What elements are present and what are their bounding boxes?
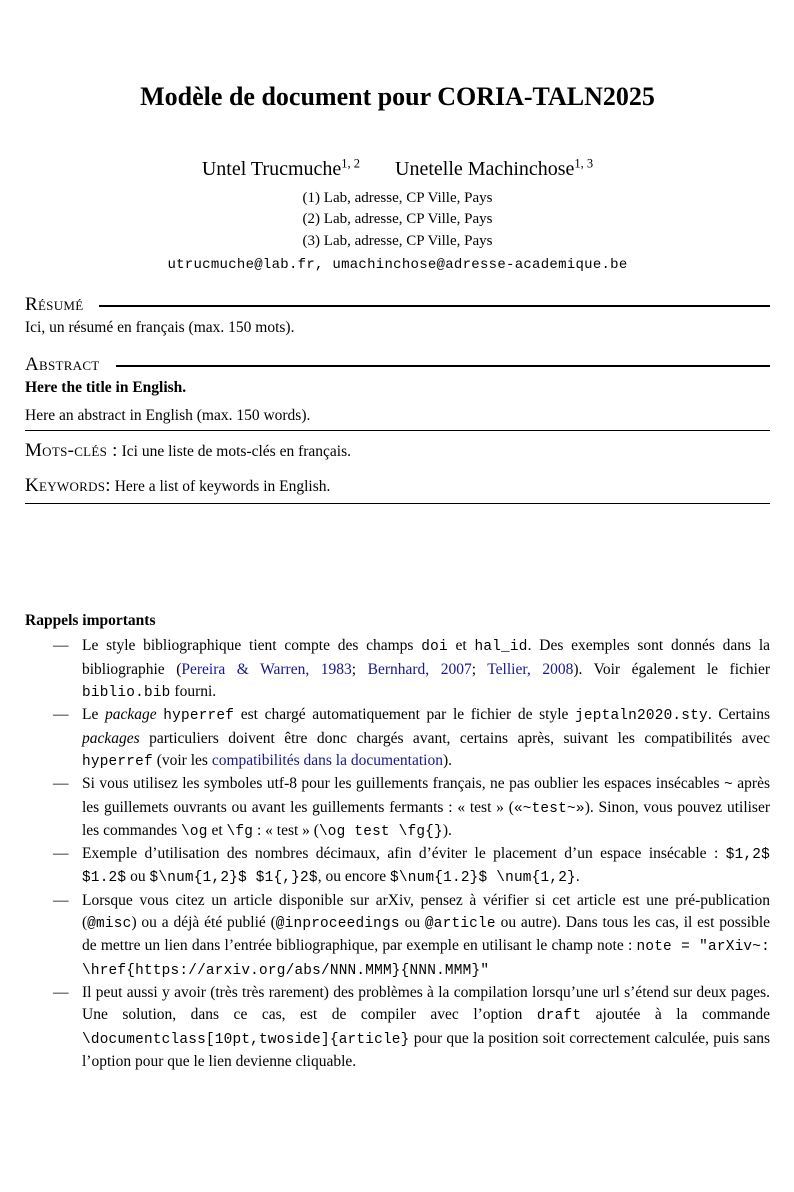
mots-cles-label: Mots-clés : (25, 440, 118, 462)
text-segment: ). (442, 751, 453, 769)
list-item-dash: — (53, 845, 69, 863)
resume-text: Ici, un résumé en français (max. 150 mots). (25, 319, 295, 337)
text-segment: (voir les (152, 751, 212, 769)
author-1-name: Untel Trucmuche (201, 157, 342, 180)
text-segment: : « test » ( (253, 821, 319, 839)
text-segment: après les guillemets ouvrants ou avant les guillements fermants : « test » ( (82, 775, 771, 816)
text-segment: . Certains (707, 706, 770, 724)
text-segment: draft (536, 1008, 582, 1025)
author-1 (202, 158, 360, 180)
text-segment: ) ou a déjà été publié ( (131, 914, 276, 932)
text-segment: , ou encore (317, 868, 391, 886)
text-segment: «~test~» (513, 800, 585, 817)
text-segment: . (575, 868, 580, 886)
list-item-dash: — (53, 706, 69, 724)
keywords-line (25, 474, 770, 499)
text-segment: ou (126, 868, 150, 886)
text-segment: ajoutée à la commande (581, 1006, 770, 1024)
abstract-label: Abstract (25, 354, 100, 376)
text-segment: hyperref (163, 708, 235, 725)
resume-section-header (25, 293, 770, 317)
affiliation-1: (1) Lab, adresse, CP Ville, Pays (302, 189, 493, 206)
keywords-text: Here a list of keywords in English. (114, 478, 331, 496)
author-emails: utrucmuche@lab.fr, umachinchose@adresse-academique.be (167, 257, 628, 274)
list-item-dash: — (53, 891, 69, 909)
text-segment: Si vous utilisez les symboles utf-8 pour les guillements français, ne pas oublier les espaces insécables (82, 775, 725, 793)
list-item (25, 982, 770, 1073)
text-segment: note = "arXiv~: \href{https://arxiv.org/abs/NNN.MMM}{NNN.MMM}" (82, 939, 770, 979)
abstract-text: Here an abstract in English (max. 150 words). (25, 405, 770, 431)
author-1-affiliation-marks: 1, 2 (341, 156, 361, 170)
text-segment: particuliers doivent être donc chargés avant, certains après, suivant les compatibilités avec (139, 729, 770, 747)
text-segment: Le style bibliographique tient compte des champs (82, 637, 422, 655)
text-segment: ; (471, 660, 488, 678)
list-item (25, 704, 770, 773)
text-segment: package (105, 706, 157, 724)
text-segment: jeptaln2020.sty (575, 708, 708, 725)
citation-link[interactable]: Tellier, 2008 (487, 660, 574, 678)
text-segment: . Des exemples sont donnés dans la bibliographie ( (82, 637, 771, 678)
text-segment: hyperref (82, 753, 153, 770)
text-segment: ). (442, 821, 452, 839)
text-segment: ~ (724, 777, 733, 794)
list-item-text (82, 892, 770, 978)
resume-label: Résumé (25, 294, 84, 316)
author-2-affiliation-marks: 1, 3 (574, 156, 594, 170)
text-segment: \og test \fg{} (318, 823, 443, 840)
text-segment: fourni. (170, 683, 217, 701)
list-item (25, 635, 770, 704)
text-segment: ). Voir également le fichier (573, 660, 770, 678)
citation-link[interactable]: Bernhard, 2007 (367, 660, 472, 678)
text-segment: \documentclass[10pt,twoside]{article} (82, 1031, 410, 1048)
abstract-header-rule (116, 365, 770, 366)
list-item (25, 843, 770, 890)
abstract-section-header (25, 353, 770, 377)
list-item (25, 890, 770, 982)
text-segment: Exemple d’utilisation des nombres décimaux, afin d’éviter le placement d’un espace insécable : (82, 845, 726, 863)
resume-header-rule (99, 305, 770, 306)
page-title: Modèle de document pour CORIA-TALN2025 (140, 82, 655, 111)
text-segment: doi (421, 639, 448, 656)
text-segment: hal_id (474, 639, 528, 656)
reminders-heading: Rappels importants (25, 612, 156, 630)
list-item-dash: — (53, 775, 69, 793)
citation-link[interactable]: Pereira & Warren, 1983 (181, 660, 352, 678)
mots-cles-text: Ici une liste de mots-clés en français. (121, 443, 352, 461)
reminders-list (25, 635, 770, 1073)
affiliation-3: (3) Lab, adresse, CP Ville, Pays (302, 232, 493, 249)
list-item-text (82, 984, 770, 1070)
text-segment: Lorsque vous citez un article disponible sur arXiv, pensez à vérifier si cet article est une pré-publication ( (82, 891, 770, 932)
list-item-text (82, 775, 770, 839)
list-item-dash: — (53, 637, 69, 655)
citation-link[interactable]: compatibilités dans la documentation (211, 751, 443, 769)
list-item-text (82, 845, 770, 885)
keywords-label: Keywords: (25, 475, 111, 497)
list-item-text (82, 637, 770, 700)
author-line (25, 150, 770, 182)
text-segment: et (447, 637, 475, 655)
english-title: Here the title in English. (25, 379, 187, 397)
text-segment: ou (399, 914, 425, 932)
text-segment: et (207, 821, 227, 839)
list-item-text (82, 706, 770, 769)
affiliation-2: (2) Lab, adresse, CP Ville, Pays (302, 211, 493, 228)
text-segment: biblio.bib (82, 685, 171, 702)
paper-page (0, 80, 794, 1073)
text-segment: ou autre). Dans tous les cas, il est possible de mettre un lien dans l’entrée bibliographique, par exemple en utilisant le champ note : (82, 914, 771, 955)
abstract-block-bottom-rule (25, 503, 770, 504)
list-item (25, 773, 770, 843)
list-item-dash: — (53, 983, 69, 1001)
text-segment: Le (82, 706, 105, 724)
text-segment: $\num{1.2}$ \num{1,2} (390, 870, 576, 887)
mots-cles-line (25, 439, 770, 464)
author-2 (395, 158, 593, 180)
text-segment: Il peut aussi y avoir (très très rarement) des problèmes à la compilation lorsqu’une url s’étend sur deux pages. Une solution, dans ce cas, est de compiler avec l’option (82, 983, 770, 1024)
text-segment: @article (424, 916, 496, 933)
text-segment: ). Sinon, vous pouvez utiliser les commandes (82, 798, 771, 839)
text-segment: est chargé automatiquement par le fichier de style (234, 706, 576, 724)
text-segment: ; (351, 660, 368, 678)
text-segment: $1,2$ $1.2$ (82, 847, 770, 887)
author-2-name: Unetelle Machinchose (395, 157, 575, 180)
text-segment: packages (82, 729, 140, 747)
text-segment: $\num{1,2}$ $1{,}2$ (149, 870, 318, 887)
affiliations (25, 188, 770, 253)
text-segment: @misc (87, 916, 132, 933)
text-segment: \og (181, 823, 208, 840)
text-segment: @inproceedings (275, 916, 400, 933)
text-segment: pour que la position soit correctement calculée, puis sans l’option pour que le lien devienne cliquable. (82, 1029, 770, 1070)
text-segment: \fg (226, 823, 254, 840)
